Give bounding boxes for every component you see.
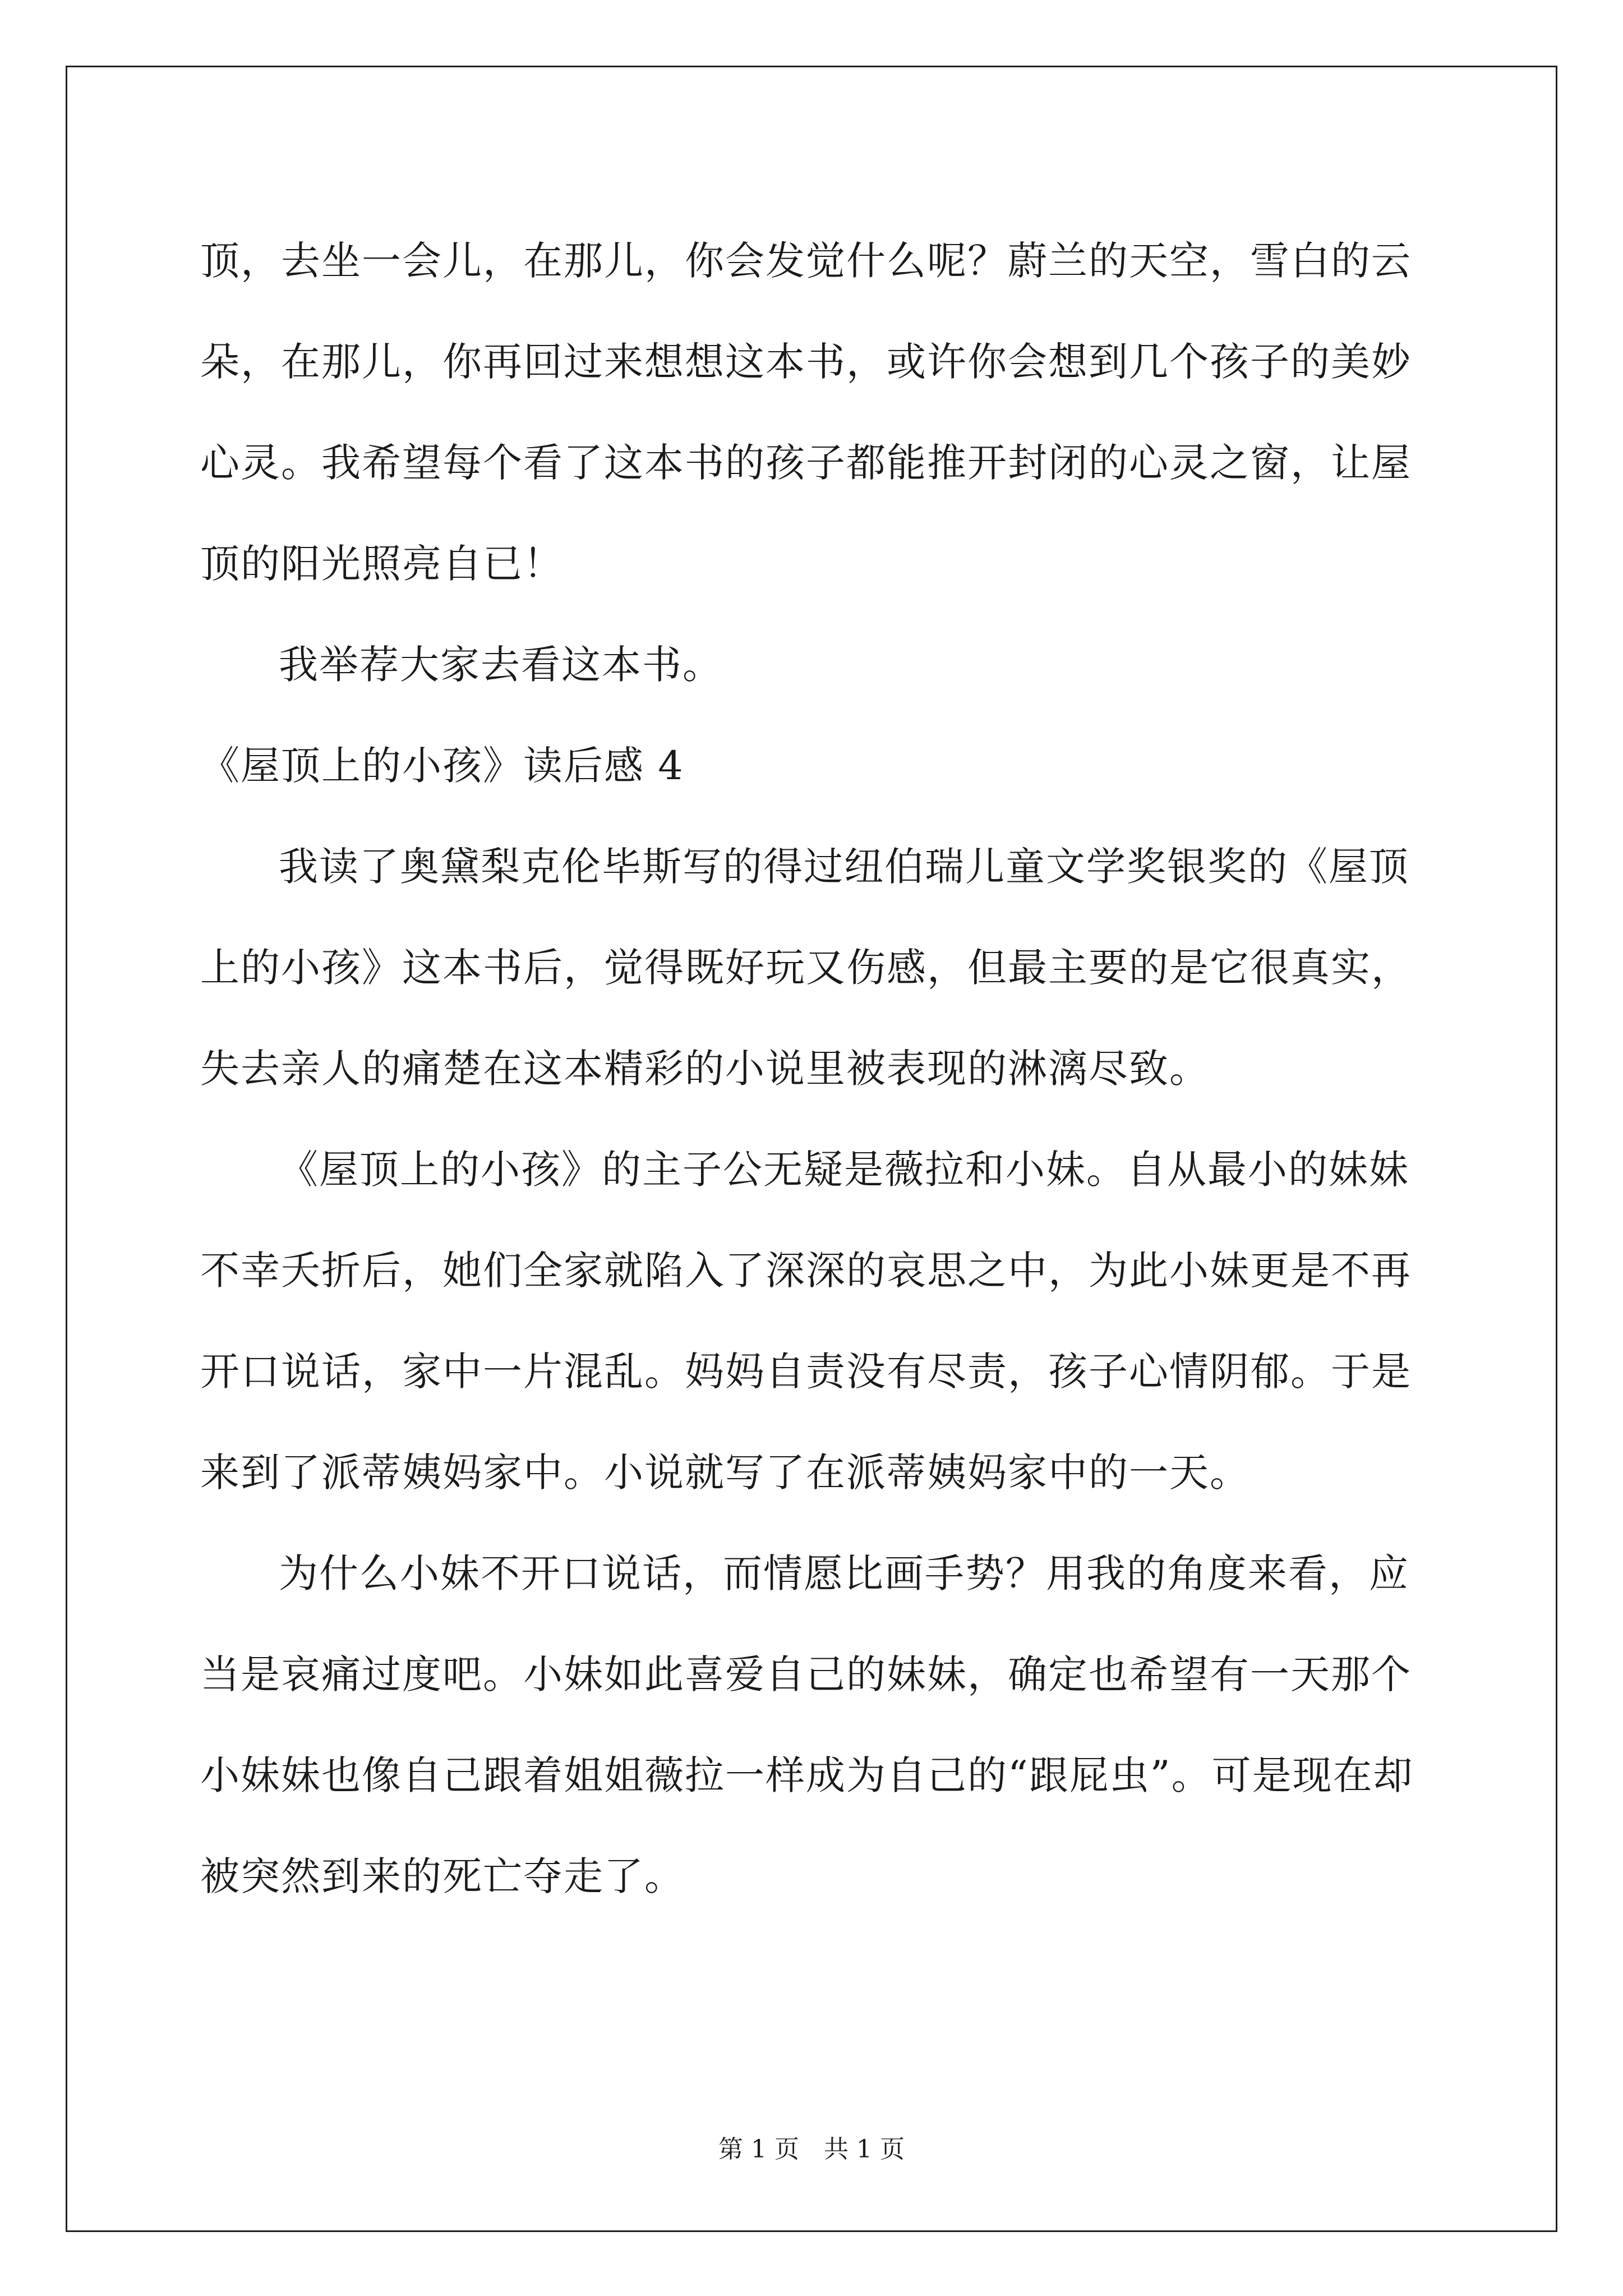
text-line: 当是哀痛过度吧。小妹如此喜爱自己的妹妹，确定也希望有一天那个 (200, 1651, 1412, 1697)
paragraph-first-line: 《屋顶上的小孩》的主子公无疑是薇拉和小妹。自从最小的妹妹 (279, 1147, 1409, 1193)
text-line: 失去亲人的痛楚在这本精彩的小说里被表现的淋漓尽致。 (200, 1046, 1210, 1092)
text-line: 不幸夭折后，她们全家就陷入了深深的哀思之中，为此小妹更是不再 (200, 1248, 1412, 1294)
text-line: 朵，在那儿，你再回过来想想这本书，或许你会想到几个孩子的美妙 (200, 339, 1412, 385)
text-line: 上的小孩》这本书后，觉得既好玩又伤感，但最主要的是它很真实， (200, 945, 1412, 991)
page-number-footer: 第 1 页 共 1 页 (718, 2135, 905, 2164)
paragraph-first-line: 我举荐大家去看这本书。 (279, 642, 723, 688)
section-heading: 《屋顶上的小孩》读后感 4 (200, 743, 684, 789)
paragraph-first-line: 我读了奥黛梨克伦毕斯写的得过纽伯瑞儿童文学奖银奖的《屋顶 (279, 844, 1409, 890)
text-line: 心灵。我希望每个看了这本书的孩子都能推开封闭的心灵之窗，让屋 (200, 440, 1412, 486)
paragraph-first-line: 为什么小妹不开口说话，而情愿比画手势？用我的角度来看，应 (279, 1550, 1409, 1596)
text-line: 来到了派蒂姨妈家中。小说就写了在派蒂姨妈家中的一天。 (200, 1450, 1250, 1496)
text-line: 顶的阳光照亮自已！ (200, 541, 564, 587)
text-line: 小妹妹也像自己跟着姐姐薇拉一样成为自己的“跟屁虫”。可是现在却 (200, 1752, 1414, 1798)
document-body (200, 210, 1434, 1927)
text-line: 开口说话，家中一片混乱。妈妈自责没有尽责，孩子心情阴郁。于是 (200, 1349, 1412, 1395)
text-line: 顶，去坐一会儿，在那儿，你会发觉什么呢？蔚兰的天空，雪白的云 (200, 238, 1412, 284)
text-line: 被突然到来的死亡夺走了。 (200, 1853, 685, 1899)
